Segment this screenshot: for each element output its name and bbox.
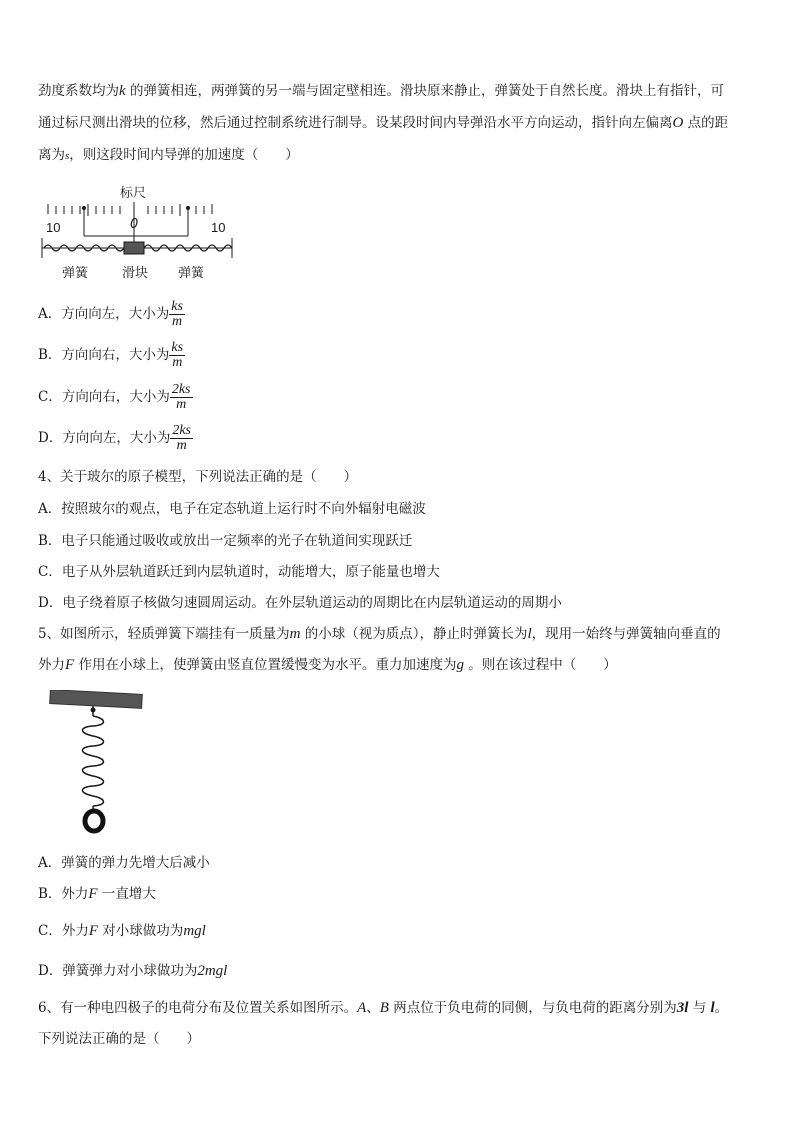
hanging-spring-figure — [48, 690, 148, 840]
q4-stem: 4、关于玻尔的原子模型，下列说法正确的是（ ） — [38, 469, 358, 485]
fraction: $\frac{2ks}{m}$ — [172, 423, 191, 453]
q5-option-d: D．弹簧弹力对小球做功为2mgl — [38, 963, 228, 979]
q3-option-d: D．方向向左，大小为 $\frac{2ks}{m}$ — [38, 423, 191, 453]
q5-option-a: A．弹簧的弹力先增大后减小 — [38, 855, 210, 871]
fraction: $\frac{2ks}{m}$ — [171, 382, 191, 412]
q6-stem-line1: 6、有一种电四极子的电荷分布及位置关系如图所示。A、B 两点位于负电荷的同侧，与负电荷的距离分别为3l 与 l。 — [38, 1000, 729, 1016]
ruler-zero: 0 — [130, 217, 139, 232]
q4-option-d: D．电子绕着原子核做匀速圆周运动。在外层轨道运动的周期比在内层轨道运动的周期小 — [38, 595, 562, 611]
q4-option-a: A．按照玻尔的观点，电子在定态轨道上运行时不向外辐射电磁波 — [38, 501, 426, 517]
spring-right-label: 弹簧 — [178, 266, 205, 281]
ruler-spring-diagram — [38, 198, 238, 268]
q3-option-a: A．方向向左，大小为 $\frac{ks}{m}$ — [38, 299, 183, 329]
q4-option-b: B．电子只能通过吸收或放出一定频率的光子在轨道间实现跃迁 — [38, 533, 413, 549]
ruler-right-value: 10 — [211, 220, 226, 235]
q3-intro-line1: 劲度系数均为k 的弹簧相连，两弹簧的另一端与固定壁相连。滑块原来静止，弹簧处于自然长度。滑块上有指针，可 — [38, 83, 724, 99]
ruler-label: 标尺 — [120, 186, 147, 201]
var-s: s — [65, 150, 70, 162]
q4-option-c: C．电子从外层轨道跃迁到内层轨道时，动能增大，原子能量也增大 — [38, 564, 440, 580]
q3-intro-line2: 通过标尺测出滑块的位移，然后通过控制系统进行制导。设某段时间内导弹沿水平方向运动，指针向左偏离O 点的距 — [38, 115, 729, 131]
q5-stem-line1: 5、如图所示，轻质弹簧下端挂有一质量为m 的小球（视为质点），静止时弹簧长为l，现用一始终与弹簧轴向垂直的 — [38, 626, 721, 642]
ruler-left-value: 10 — [46, 220, 61, 235]
var-O: O — [672, 115, 684, 131]
q5-option-b: B．外力F 一直增大 — [38, 886, 156, 902]
q5-stem-line2: 外力F 作用在小球上，使弹簧由竖直位置缓慢变为水平。重力加速度为g 。则在该过程中（ ） — [38, 657, 617, 673]
q3-intro-line3: 离为s，则这段时间内导弹的加速度（ ） — [38, 147, 299, 163]
q3-option-b: B．方向向右，大小为 $\frac{ks}{m}$ — [38, 340, 184, 370]
fraction: $\frac{ks}{m}$ — [171, 299, 183, 329]
accelerometer-figure — [38, 180, 238, 280]
q3-option-c: C．方向向右，大小为 $\frac{2ks}{m}$ — [38, 382, 191, 412]
var-k: k — [119, 83, 126, 99]
q5-option-c: C．外力F 对小球做功为mgl — [38, 923, 206, 939]
slider-label: 滑块 — [122, 266, 149, 281]
spring-left-label: 弹簧 — [62, 266, 89, 281]
fraction: $\frac{ks}{m}$ — [171, 340, 184, 370]
q6-stem-line2: 下列说法正确的是（ ） — [38, 1031, 200, 1047]
